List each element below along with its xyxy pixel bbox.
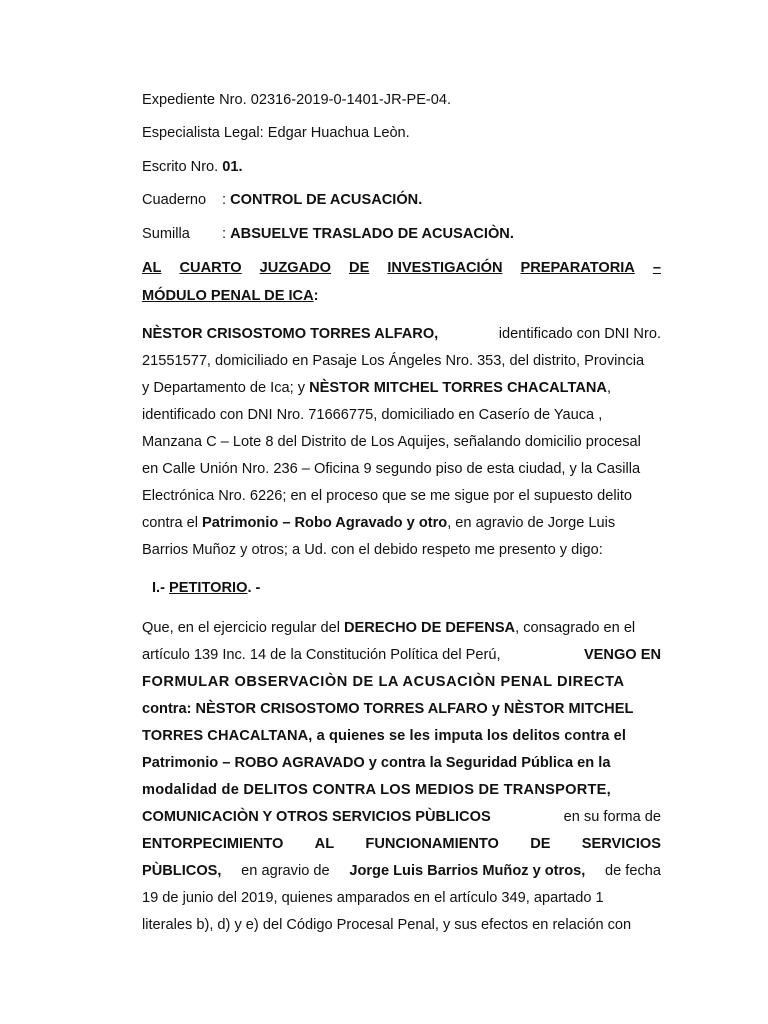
body-text: artículo 139 Inc. 14 de la Constitución Política del Perú, — [142, 647, 501, 663]
body-line — [142, 834, 661, 854]
body-word: DE — [530, 836, 551, 852]
addressee-word: – — [652, 260, 661, 276]
cuaderno-label: Cuaderno — [142, 192, 207, 208]
intro-line: en Calle Unión Nro. 236 – Oficina 9 segundo piso de esta ciudad, y la Casilla — [142, 461, 641, 477]
body-line: Patrimonio – ROBO AGRAVADO y contra la Seguridad Pública en la — [142, 755, 611, 771]
body-word: ENTORPECIMIENTO — [142, 836, 284, 852]
intro-line: 21551577, domiciliado en Pasaje Los Ángeles Nro. 353, del distrito, Provincia — [142, 353, 645, 369]
intro-text: y Departamento de Ica; y — [142, 380, 306, 396]
expediente-line: Expediente Nro. 02316-2019-0-1401-JR-PE-04. — [142, 92, 452, 108]
body-line: TORRES CHACALTANA, a quienes se les imputa los delitos contra el — [142, 728, 627, 744]
body-line — [142, 645, 661, 665]
section-heading — [152, 578, 260, 598]
addressee-colon: : — [313, 288, 319, 304]
body-text: Que, en el ejercicio regular del — [142, 620, 340, 636]
intro-line: Barrios Muñoz y otros; a Ud. con el debido respeto me presento y digo: — [142, 542, 603, 558]
body-line — [142, 618, 635, 638]
body-text: de fecha — [605, 863, 661, 879]
addressee-word: CUARTO — [179, 260, 242, 276]
addressee-word: INVESTIGACIÓN — [387, 260, 503, 276]
body-line — [142, 861, 661, 881]
body-text: , consagrado en el — [515, 620, 636, 636]
intro-line: Electrónica Nro. 6226; en el proceso que se me sigue por el supuesto delito — [142, 488, 632, 504]
intro-text: , — [606, 380, 611, 396]
victim-name: Jorge Luis Barrios Muñoz y otros, — [349, 863, 586, 879]
section-number: I.- — [152, 580, 165, 596]
intro-text: , en agravio de Jorge Luis — [447, 515, 616, 531]
body-line — [142, 807, 661, 827]
body-bold-text: VENGO EN — [583, 647, 661, 663]
addressee-word: PREPARATORIA — [520, 260, 635, 276]
cuaderno-value: CONTROL DE ACUSACIÓN. — [230, 192, 423, 208]
escrito-value: 01. — [222, 159, 243, 175]
intro-line — [142, 324, 661, 344]
section-suffix: . - — [247, 580, 261, 596]
cuaderno-sep: : — [222, 192, 227, 208]
body-bold-text: PÙBLICOS, — [142, 863, 222, 879]
addressee-line-1 — [142, 258, 661, 278]
intro-line — [142, 513, 615, 533]
escrito-line — [142, 157, 243, 177]
body-line: modalidad de DELITOS CONTRA LOS MEDIOS DE TRANSPORTE, — [142, 782, 611, 798]
sumilla-sep: : — [222, 226, 227, 242]
intro-line: identificado con DNI Nro. 71666775, domiciliado en Caserío de Yauca , — [142, 407, 603, 423]
especialista-line: Especialista Legal: Edgar Huachua Leòn. — [142, 125, 410, 141]
body-text: en su forma de — [563, 809, 661, 825]
sumilla-label: Sumilla — [142, 226, 190, 242]
sumilla-value: ABSUELVE TRASLADO DE ACUSACIÒN. — [230, 226, 514, 242]
addressee-word: AL — [142, 260, 162, 276]
intro-text: contra el — [142, 515, 198, 531]
intro-line — [142, 378, 611, 398]
body-bold-text: DERECHO DE DEFENSA — [344, 620, 516, 636]
escrito-label: Escrito Nro. — [142, 159, 219, 175]
addressee-word: DE — [349, 260, 370, 276]
intro-text: identificado con DNI Nro. — [498, 326, 661, 342]
body-word: AL — [314, 836, 335, 852]
body-bold-text: COMUNICACIÒN Y OTROS SERVICIOS PÙBLICOS — [142, 809, 491, 825]
body-text: en agravio de — [241, 863, 330, 879]
body-line: FORMULAR OBSERVACIÒN DE LA ACUSACIÒN PENAL DIRECTA — [142, 674, 625, 690]
intro-line: Manzana C – Lote 8 del Distrito de Los Aquijes, señalando domicilio procesal — [142, 434, 641, 450]
body-word: FUNCIONAMIENTO — [365, 836, 499, 852]
addressee-line-2 — [142, 286, 319, 306]
body-line: 19 de junio del 2019, quienes amparados en el artículo 349, apartado 1 — [142, 890, 604, 906]
defendant-2-name: NÈSTOR MITCHEL TORRES CHACALTANA — [309, 380, 607, 396]
defendant-1-name: NÈSTOR CRISOSTOMO TORRES ALFARO, — [142, 326, 439, 342]
section-title: PETITORIO — [169, 580, 248, 596]
body-line: contra: NÈSTOR CRISOSTOMO TORRES ALFARO y NÈSTOR MITCHEL — [142, 701, 634, 717]
addressee-word: JUZGADO — [259, 260, 332, 276]
body-line: literales b), d) y e) del Código Procesal Penal, y sus efectos en relación con — [142, 917, 632, 933]
body-word: SERVICIOS — [581, 836, 661, 852]
crime-name: Patrimonio – Robo Agravado y otro — [202, 515, 448, 531]
sumilla-line — [142, 224, 514, 244]
cuaderno-line — [142, 190, 422, 210]
addressee-court: MÓDULO PENAL DE ICA — [142, 288, 314, 304]
